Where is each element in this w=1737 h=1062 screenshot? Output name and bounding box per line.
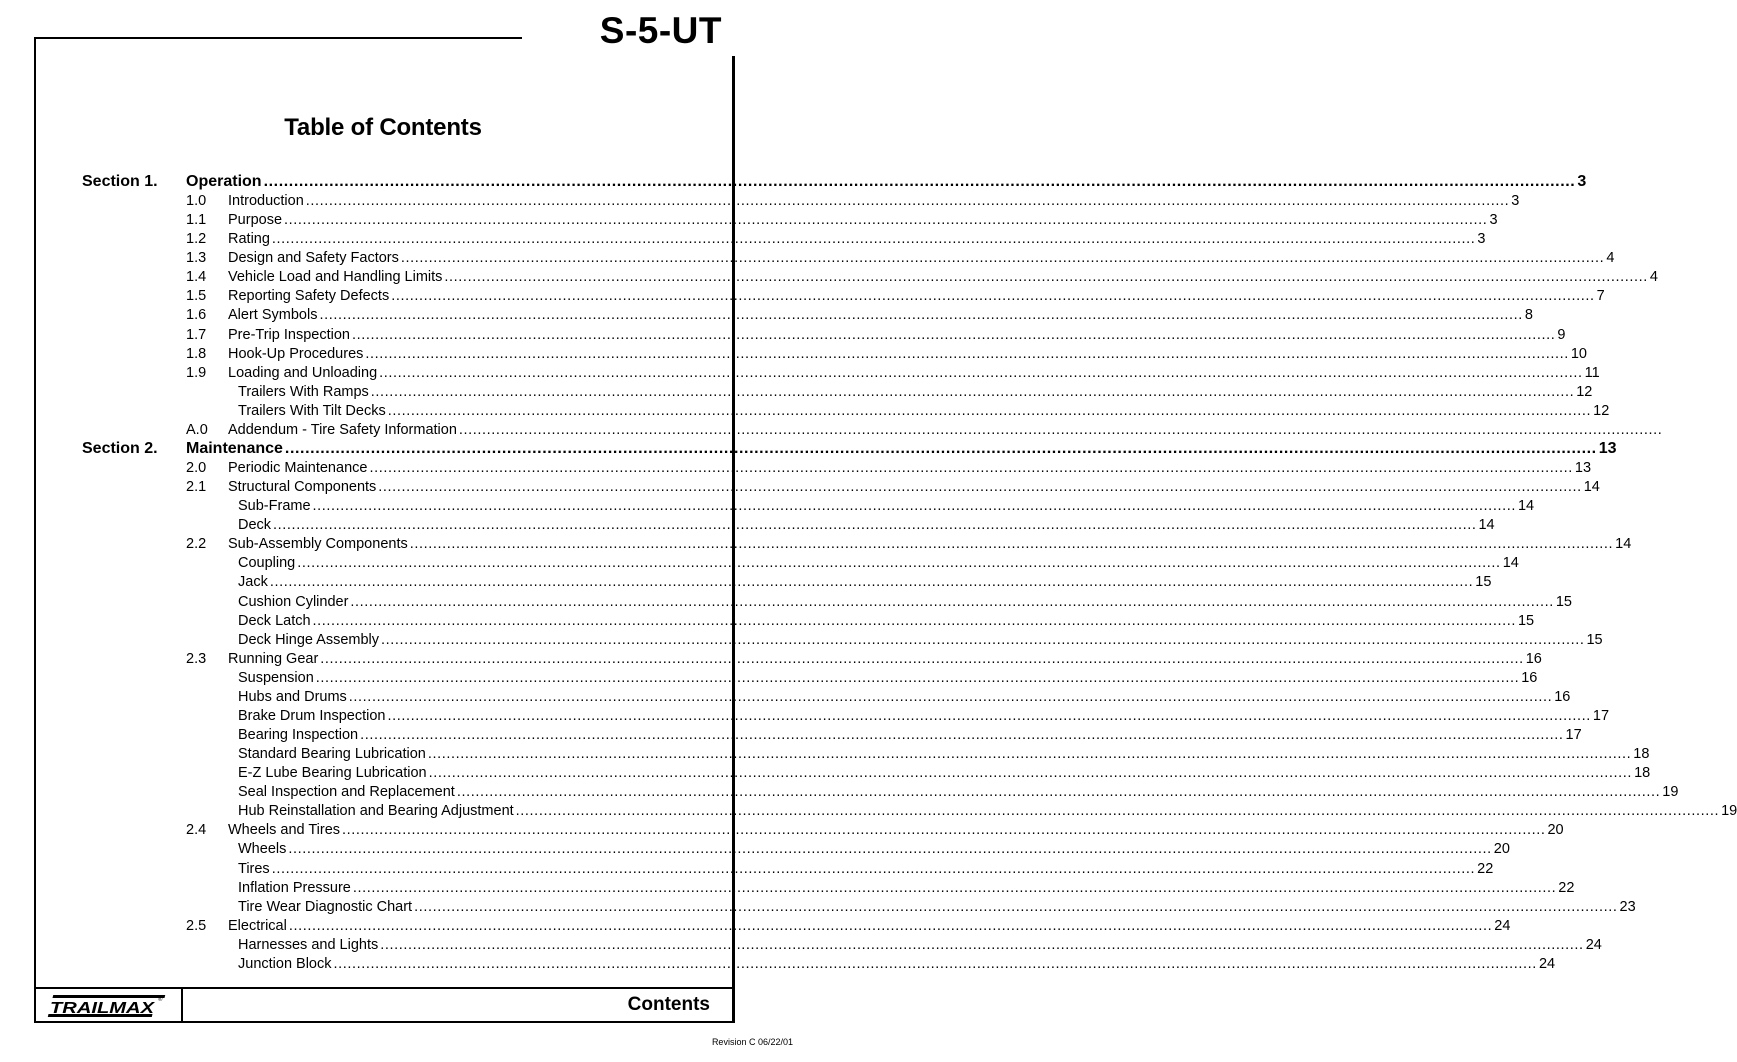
toc-entry-number: 1.2 xyxy=(186,231,207,247)
toc-entry xyxy=(0,840,1510,860)
toc-entry xyxy=(0,688,1571,708)
toc-entry-label: Deck Hinge Assembly xyxy=(238,632,380,648)
toc-entry xyxy=(0,879,1575,899)
toc-entry-label: Wheels and Tires xyxy=(228,822,341,838)
toc-entry-number: 2.1 xyxy=(186,479,207,495)
dot-leader: .................................................................................................................................................................................................................................................................... xyxy=(378,479,1582,495)
toc-entry-label: Purpose xyxy=(228,212,283,228)
dot-leader: .................................................................................................................................................................................................................................................................... xyxy=(387,403,1592,419)
toc-entry-number: 2.0 xyxy=(186,460,207,476)
toc-entry xyxy=(0,345,1587,365)
dot-leader: .................................................................................................................................................................................................................................................................... xyxy=(360,727,1564,743)
toc-page-number: 20 xyxy=(1547,822,1564,838)
toc-entry xyxy=(0,287,1605,307)
dot-leader: .................................................................................................................................................................................................................................................................... xyxy=(351,327,1556,343)
toc-entry-number: 1.6 xyxy=(186,307,207,323)
toc-entry-number: 1.7 xyxy=(186,327,207,343)
toc-entry-label: Alert Symbols xyxy=(228,307,318,323)
toc-page-number: 14 xyxy=(1478,517,1495,533)
logo-text: TRAILMAX xyxy=(50,1000,156,1017)
toc-entry-label: Hub Reinstallation and Bearing Adjustment xyxy=(238,803,514,819)
toc-entry-label: Brake Drum Inspection xyxy=(238,708,386,724)
toc-entry-number: 2.5 xyxy=(186,918,207,934)
toc-page-number: 10 xyxy=(1570,346,1587,362)
toc-page-number: 3 xyxy=(1577,173,1587,190)
toc-entry-label: Junction Block xyxy=(238,956,332,972)
toc-entry-label: Pre-Trip Inspection xyxy=(228,327,350,343)
toc-entry-label: Harnesses and Lights xyxy=(238,937,379,953)
dot-leader: .................................................................................................................................................................................................................................................................... xyxy=(288,841,1492,857)
toc-entry-label: Seal Inspection and Replacement xyxy=(238,784,455,800)
toc-entry xyxy=(0,650,1542,670)
toc-page-number: 15 xyxy=(1475,574,1492,590)
dot-leader: .................................................................................................................................................................................................................................................................... xyxy=(365,346,1569,362)
toc-entry-label: Trailers With Tilt Decks xyxy=(238,403,386,419)
toc-page-number: 3 xyxy=(1511,193,1520,209)
dot-leader: .................................................................................................................................................................................................................................................................... xyxy=(444,269,1648,285)
dot-leader: .................................................................................................................................................................................................................................................................... xyxy=(379,365,1583,381)
toc-entry xyxy=(0,898,1636,918)
toc-entry-label: Introduction xyxy=(228,193,304,209)
toc-entry xyxy=(0,535,1632,555)
dot-leader: .................................................................................................................................................................................................................................................................... xyxy=(315,670,1520,686)
toc-entry-label: Loading and Unloading xyxy=(228,365,378,381)
toc-page-number: 14 xyxy=(1502,555,1519,571)
dot-leader: .................................................................................................................................................................................................................................................................... xyxy=(515,803,1720,819)
toc-entry-label: Hubs and Drums xyxy=(238,689,347,705)
toc-page-number: 15 xyxy=(1586,632,1603,648)
toc-entry xyxy=(0,593,1572,613)
toc-section-number: Section 2. xyxy=(82,440,158,457)
dot-leader: .................................................................................................................................................................................................................................................................... xyxy=(400,250,1605,266)
dot-leader: .................................................................................................................................................................................................................................................................... xyxy=(414,899,1618,915)
toc-entry xyxy=(0,821,1564,841)
toc-entry-label: Sub-Frame xyxy=(238,498,311,514)
toc-entry-label: Trailers With Ramps xyxy=(238,384,369,400)
toc-page-number: 17 xyxy=(1592,708,1610,724)
dot-leader: .................................................................................................................................................................................................................................................................... xyxy=(456,784,1661,800)
toc-entry xyxy=(0,402,1610,422)
dot-leader: .................................................................................................................................................................................................................................................................... xyxy=(263,173,1576,190)
toc-page-number: 14 xyxy=(1517,498,1535,514)
toc-entry xyxy=(0,268,1658,288)
toc-entry-label: Vehicle Load and Handling Limits xyxy=(228,269,443,285)
toc-entry xyxy=(0,707,1610,727)
toc-entry xyxy=(0,631,1603,651)
toc-page-number: 15 xyxy=(1517,613,1535,629)
toc-page-number: 24 xyxy=(1585,937,1602,953)
toc-page-number: 22 xyxy=(1477,861,1494,877)
dot-leader: .................................................................................................................................................................................................................................................................... xyxy=(391,288,1595,304)
toc-page-number: 16 xyxy=(1554,689,1571,705)
toc-page-number: 3 xyxy=(1489,212,1498,228)
toc-entry-label: Hook-Up Procedures xyxy=(228,346,364,362)
toc-entry-label: Cushion Cylinder xyxy=(238,594,349,610)
toc-entry-label: Design and Safety Factors xyxy=(228,250,399,266)
toc-entry-number: 2.2 xyxy=(186,536,207,552)
toc-entry xyxy=(0,936,1602,956)
dot-leader: .................................................................................................................................................................................................................................................................... xyxy=(370,384,1575,400)
toc-entry xyxy=(0,860,1494,880)
toc-entry-number: 1.1 xyxy=(186,212,207,228)
toc-entry-label: Deck xyxy=(238,517,272,533)
toc-entry xyxy=(0,421,1663,441)
toc-entry xyxy=(0,955,1556,975)
toc-entry xyxy=(0,726,1582,746)
dot-leader: .................................................................................................................................................................................................................................................................... xyxy=(273,517,1477,533)
dot-leader: .................................................................................................................................................................................................................................................................... xyxy=(369,460,1573,476)
toc-entry xyxy=(0,249,1615,269)
dot-leader: .................................................................................................................................................................................................................................................................... xyxy=(312,498,1516,514)
toc-entry-label: Rating xyxy=(228,231,270,247)
toc-page-number: 19 xyxy=(1662,784,1679,800)
toc-entry-label: Bearing Inspection xyxy=(238,727,359,743)
logo-registered-mark: ® xyxy=(158,997,163,1003)
toc-entry-label: Tire Wear Diagnostic Chart xyxy=(238,899,413,915)
toc-entry xyxy=(0,516,1495,536)
toc-page-number: 24 xyxy=(1494,918,1511,934)
toc-page-number: 18 xyxy=(1634,765,1651,781)
dot-leader: .................................................................................................................................................................................................................................................................... xyxy=(427,746,1632,762)
toc-section xyxy=(0,173,1587,193)
dot-leader: .................................................................................................................................................................................................................................................................... xyxy=(387,708,1591,724)
toc-entry-label: Inflation Pressure xyxy=(238,880,351,896)
toc-entry-number: 1.4 xyxy=(186,269,207,285)
toc-page-number: 12 xyxy=(1576,384,1593,400)
toc-page-number: 15 xyxy=(1555,594,1572,610)
toc-entry-label: Deck Latch xyxy=(238,613,311,629)
dot-leader: .................................................................................................................................................................................................................................................................... xyxy=(297,555,1501,571)
toc-entry-label: E-Z Lube Bearing Lubrication xyxy=(238,765,427,781)
dot-leader: .................................................................................................................................................................................................................................................................... xyxy=(284,212,1488,228)
toc-page-number: 23 xyxy=(1619,899,1636,915)
dot-leader: .................................................................................................................................................................................................................................................................... xyxy=(271,231,1476,247)
toc-entry xyxy=(0,192,1520,212)
toc-page-number: 14 xyxy=(1583,479,1600,495)
toc-page-number: 19 xyxy=(1721,803,1737,819)
toc-page-number: 13 xyxy=(1574,460,1592,476)
toc-page-number: 13 xyxy=(1598,440,1617,457)
toc-entry-label: Standard Bearing Lubrication xyxy=(238,746,426,762)
toc-page-number: 17 xyxy=(1565,727,1582,743)
dot-leader: .................................................................................................................................................................................................................................................................... xyxy=(348,689,1553,705)
toc-entry xyxy=(0,802,1737,822)
toc-entry-label: Running Gear xyxy=(228,651,319,667)
toc-entry-label: Jack xyxy=(238,574,268,590)
toc-page-number: 16 xyxy=(1525,651,1542,667)
toc-section-number: Section 1. xyxy=(82,173,158,190)
toc-entry-number: 1.5 xyxy=(186,288,207,304)
toc-page-number: 8 xyxy=(1524,307,1533,323)
toc-entry xyxy=(0,764,1651,784)
toc-entry xyxy=(0,669,1538,689)
dot-leader: .................................................................................................................................................................................................................................................................... xyxy=(381,632,1585,648)
dot-leader: .................................................................................................................................................................................................................................................................... xyxy=(352,880,1557,896)
trailmax-logo xyxy=(44,992,166,1022)
toc-page-number: 18 xyxy=(1633,746,1650,762)
dot-leader: .................................................................................................................................................................................................................................................................... xyxy=(342,822,1546,838)
toc-entry xyxy=(0,783,1679,803)
toc-page-number: 4 xyxy=(1606,250,1615,266)
dot-leader: .................................................................................................................................................................................................................................................................... xyxy=(458,422,1663,438)
toc-entry-label: Sub-Assembly Components xyxy=(228,536,408,552)
toc-entry xyxy=(0,745,1650,765)
toc-page-number: 24 xyxy=(1538,956,1556,972)
dot-leader: .................................................................................................................................................................................................................................................................... xyxy=(288,918,1493,934)
toc-entry xyxy=(0,554,1519,574)
toc-page-number: 14 xyxy=(1615,536,1632,552)
toc-page-number: 9 xyxy=(1557,327,1566,343)
toc-entry xyxy=(0,383,1593,403)
toc-entry-number: 1.9 xyxy=(186,365,207,381)
toc-section xyxy=(0,440,1617,460)
dot-leader: .................................................................................................................................................................................................................................................................... xyxy=(312,613,1516,629)
toc-page-number: 11 xyxy=(1584,365,1600,381)
dot-leader: .................................................................................................................................................................................................................................................................... xyxy=(320,651,1524,667)
page-title: Table of Contents xyxy=(284,114,482,141)
toc-entry xyxy=(0,364,1600,384)
toc-entry-number: 1.8 xyxy=(186,346,207,362)
toc-entry-number: 2.4 xyxy=(186,822,207,838)
footer-label: Contents xyxy=(627,994,710,1015)
document-code: S-5-UT xyxy=(599,10,722,51)
toc-entry-number: 1.0 xyxy=(186,193,207,209)
toc-entry xyxy=(0,612,1535,632)
toc-page-number: 22 xyxy=(1558,880,1575,896)
toc-entry-label: Operation xyxy=(186,173,262,190)
toc-entry xyxy=(0,478,1600,498)
toc-entry xyxy=(0,459,1592,479)
toc-entry-number: A.0 xyxy=(186,422,208,438)
dot-leader: .................................................................................................................................................................................................................................................................... xyxy=(271,861,1476,877)
toc-entry-label: Tires xyxy=(238,861,270,877)
toc-entry-label: Periodic Maintenance xyxy=(228,460,368,476)
dot-leader: .................................................................................................................................................................................................................................................................... xyxy=(333,956,1537,972)
dot-leader: .................................................................................................................................................................................................................................................................... xyxy=(305,193,1510,209)
dot-leader: .................................................................................................................................................................................................................................................................... xyxy=(269,574,1474,590)
toc-entry xyxy=(0,917,1511,937)
toc-entry xyxy=(0,326,1566,346)
toc-entry xyxy=(0,497,1535,517)
dot-leader: .................................................................................................................................................................................................................................................................... xyxy=(319,307,1523,323)
toc-entry-number: 1.3 xyxy=(186,250,207,266)
toc-entry-label: Addendum - Tire Safety Information xyxy=(228,422,457,438)
toc-entry-label: Suspension xyxy=(238,670,314,686)
toc-entry-label: Coupling xyxy=(238,555,296,571)
dot-leader: .................................................................................................................................................................................................................................................................... xyxy=(284,440,1597,457)
toc-entry xyxy=(0,573,1492,593)
toc-entry-label: Wheels xyxy=(238,841,287,857)
toc-entry-number: 2.3 xyxy=(186,651,207,667)
dot-leader: .................................................................................................................................................................................................................................................................... xyxy=(428,765,1633,781)
toc-entry xyxy=(0,211,1498,231)
toc-entry-label: Structural Components xyxy=(228,479,377,495)
dot-leader: .................................................................................................................................................................................................................................................................... xyxy=(409,536,1614,552)
toc-page-number: 3 xyxy=(1477,231,1486,247)
toc-page-number: 20 xyxy=(1493,841,1510,857)
toc-page-number: 4 xyxy=(1649,269,1658,285)
toc-page-number: 7 xyxy=(1596,288,1605,304)
dot-leader: .................................................................................................................................................................................................................................................................... xyxy=(350,594,1554,610)
toc-page-number: 12 xyxy=(1593,403,1610,419)
toc-entry xyxy=(0,306,1533,326)
dot-leader: .................................................................................................................................................................................................................................................................... xyxy=(380,937,1584,953)
revision-note: Revision C 06/22/01 xyxy=(711,1037,793,1047)
toc-entry-label: Maintenance xyxy=(186,440,283,457)
toc-page-number: 16 xyxy=(1521,670,1538,686)
toc-entry xyxy=(0,230,1486,250)
toc-entry-label: Electrical xyxy=(228,918,287,934)
toc-entry-label: Reporting Safety Defects xyxy=(228,288,390,304)
